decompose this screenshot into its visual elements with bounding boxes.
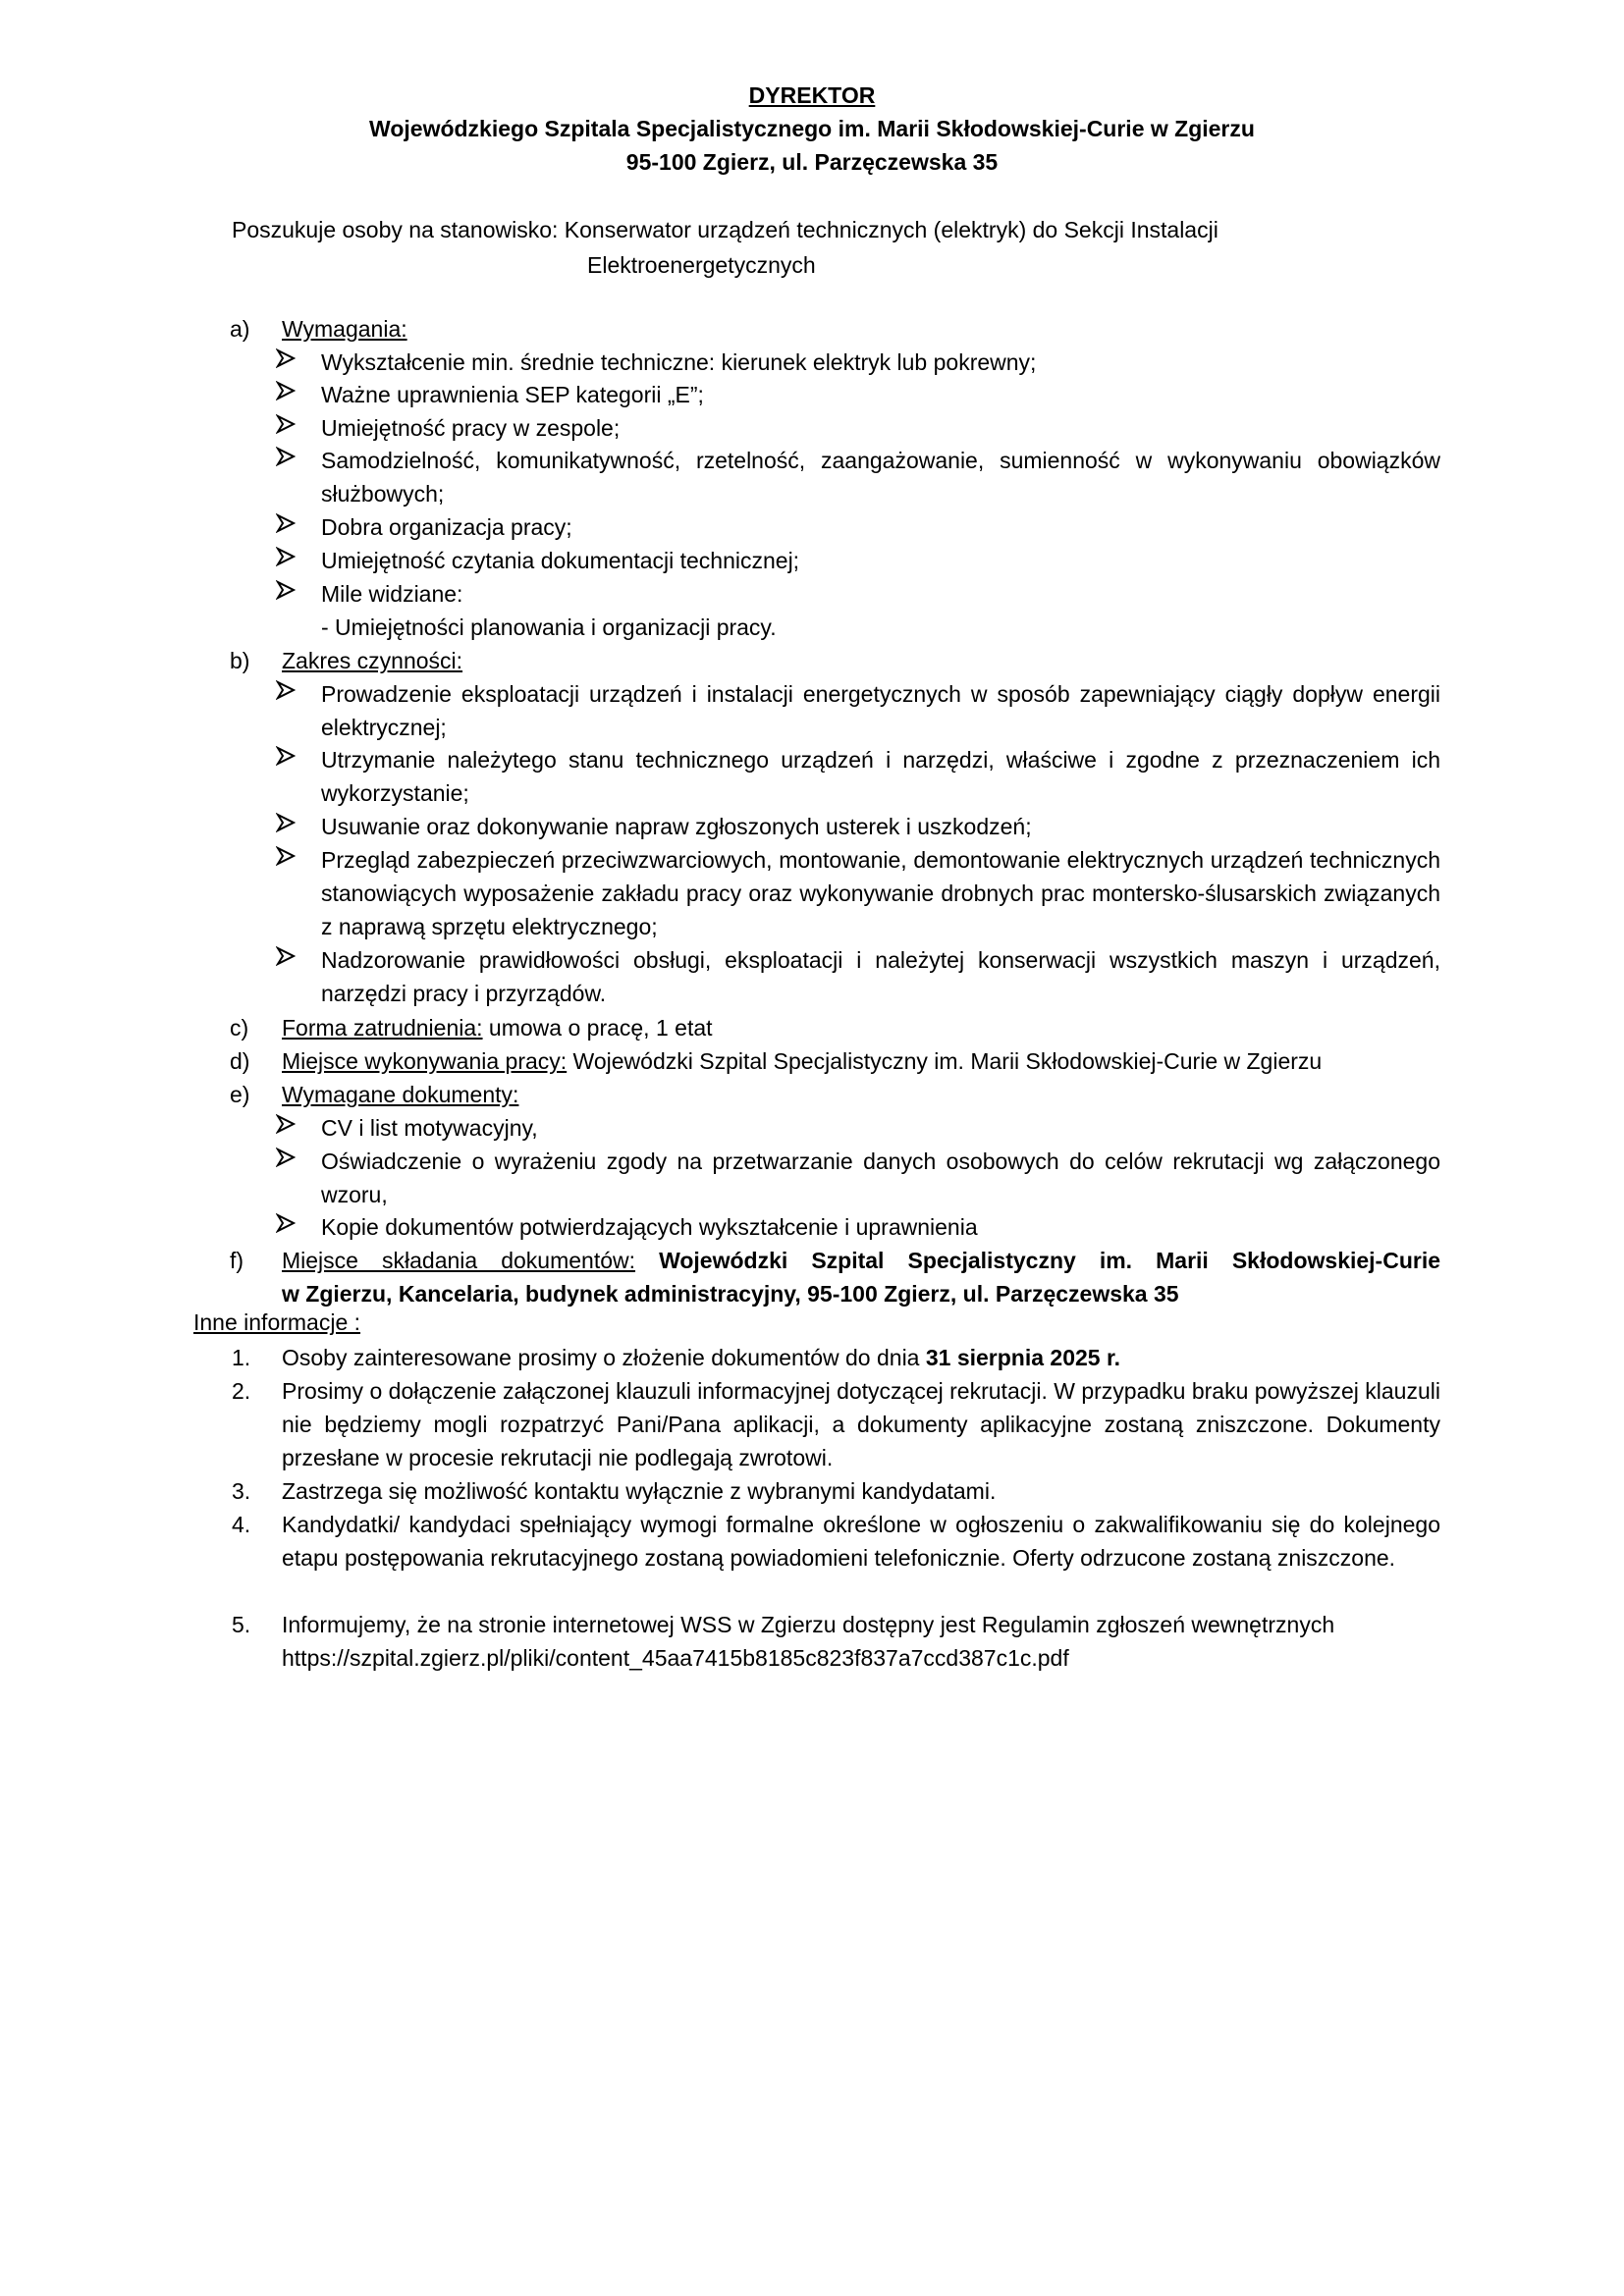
requirement-subitem: - Umiejętności planowania i organizacji pracy.: [321, 614, 777, 640]
section-c-title: Forma zatrudnienia:: [282, 1015, 483, 1041]
arrow-bullet-icon: [276, 1114, 296, 1134]
arrow-bullet-icon: [276, 547, 296, 566]
header-address: 95-100 Zgierz, ul. Parzęczewska 35: [625, 149, 999, 175]
section-d-text: Wojewódzki Szpital Specjalistyczny im. Marii Skłodowskiej-Curie w Zgierzu: [567, 1048, 1323, 1074]
duty-item: Utrzymanie należytego stanu technicznego urządzeń i narzędzi, właściwe i zgodne z przeznaczeniem ich wykorzystanie;: [321, 747, 1440, 806]
section-f-line-1: [282, 1244, 1440, 1277]
section-c-text: umowa o pracę, 1 etat: [482, 1015, 713, 1041]
section-b-letter: b): [230, 648, 250, 673]
requirement-item: Wykształcenie min. średnie techniczne: kierunek elektryk lub pokrewny;: [321, 349, 1037, 375]
arrow-bullet-icon: [276, 746, 296, 766]
section-d-title: Miejsce wykonywania pracy:: [282, 1048, 568, 1074]
requirement-item: Ważne uprawnienia SEP kategorii „E”;: [321, 382, 704, 407]
other-info-number: 1.: [232, 1345, 251, 1370]
section-f-title: Miejsce składania dokumentów:: [282, 1248, 636, 1273]
section-e-letter: e): [230, 1082, 250, 1107]
header-institution: Wojewódzkiego Szpitala Specjalistycznego im. Marii Skłodowskiej-Curie w Zgierzu: [369, 116, 1255, 141]
section-b-title: Zakres czynności:: [282, 648, 463, 673]
section-e-title: Wymagane dokumenty:: [282, 1082, 519, 1107]
arrow-bullet-icon: [276, 680, 296, 700]
section-d: [282, 1044, 1322, 1078]
arrow-bullet-icon: [276, 414, 296, 434]
arrow-bullet-icon: [276, 447, 296, 466]
other-info-item: Informujemy, że na stronie internetowej WSS w Zgierzu dostępny jest Regulamin zgłoszeń wewnętrznych https://szpital.zgierz.pl/pliki/content_45aa7415b8185c823f837a7ccd387c1c.pdf: [282, 1612, 1335, 1671]
other-info-number: 3.: [232, 1478, 251, 1504]
arrow-bullet-icon: [276, 846, 296, 866]
arrow-bullet-icon: [276, 1148, 296, 1167]
arrow-bullet-icon: [276, 348, 296, 368]
section-a-letter: a): [230, 316, 250, 342]
arrow-bullet-icon: [276, 513, 296, 533]
section-c: [282, 1011, 713, 1044]
intro-line-1: Poszukuje osoby na stanowisko: Konserwator urządzeń technicznych (elektryk) do Sekcji Instalacji: [232, 217, 1218, 242]
other-info-item: Kandydatki/ kandydaci spełniający wymogi formalne określone w ogłoszeniu o zakwalifikowaniu się do kolejnego etapu postępowania rekrutacyjnego zostaną powiadomieni telefonicznie. Oferty odrzucone zostaną zniszczone.: [282, 1512, 1440, 1571]
requirement-item: Dobra organizacja pracy;: [321, 514, 572, 540]
requirement-item: Samodzielność, komunikatywność, rzetelność, zaangażowanie, sumienność w wykonywaniu obowiązków służbowych;: [321, 448, 1440, 507]
duty-item: Prowadzenie eksploatacji urządzeń i instalacji energetycznych w sposób zapewniający ciągły dopływ energii elektrycznej;: [321, 681, 1440, 740]
section-d-letter: d): [230, 1048, 250, 1074]
requirement-item: Mile widziane:: [321, 581, 463, 607]
document-item: Kopie dokumentów potwierdzających wykształcenie i uprawnienia: [321, 1214, 978, 1240]
document-item: CV i list motywacyjny,: [321, 1115, 538, 1141]
section-f-letter: f): [230, 1248, 244, 1273]
arrow-bullet-icon: [276, 813, 296, 832]
section-c-letter: c): [230, 1015, 249, 1041]
arrow-bullet-icon: [276, 381, 296, 400]
duty-item: Usuwanie oraz dokonywanie napraw zgłoszonych usterek i uszkodzeń;: [321, 814, 1032, 839]
other-info-number: 5.: [232, 1612, 251, 1637]
requirement-item: Umiejętność pracy w zespole;: [321, 415, 621, 441]
deadline-date: 31 sierpnia 2025 r.: [925, 1345, 1121, 1370]
other-info-number: 2.: [232, 1378, 251, 1404]
other-info-item: Prosimy o dołączenie załączonej klauzuli informacyjnej dotyczącej rekrutacji. W przypadku braku powyższej klauzuli nie będziemy mogli rozpatrzyć Pani/Pana aplikacji, a dokumenty aplikacyjne zostaną zniszczone. Dokumenty przesłane w procesie rekrutacji nie podlegają zwrotowi.: [282, 1378, 1440, 1470]
other-info-title: Inne informacje :: [193, 1309, 361, 1335]
requirement-item: Umiejętność czytania dokumentacji technicznej;: [321, 548, 800, 573]
other-info-number: 4.: [232, 1512, 251, 1537]
arrow-bullet-icon: [276, 946, 296, 966]
duty-item: Przegląd zabezpieczeń przeciwzwarciowych, montowanie, demontowanie elektrycznych urządzeń technicznych stanowiących wyposażenie zakładu pracy oraz wykonywanie drobnych prac montersko-ślusarskich związanych z naprawą sprzętu elektrycznego;: [321, 847, 1440, 939]
section-f-text-2: w Zgierzu, Kancelaria, budynek administracyjny, 95-100 Zgierz, ul. Parzęczewska 35: [282, 1281, 1179, 1307]
document-item: Oświadczenie o wyrażeniu zgody na przetwarzanie danych osobowych do celów rekrutacji wg załączonego wzoru,: [321, 1148, 1440, 1207]
section-a-title: Wymagania:: [282, 316, 407, 342]
other-info-text: Osoby zainteresowane prosimy o złożenie dokumentów do dnia: [282, 1345, 926, 1370]
arrow-bullet-icon: [276, 1213, 296, 1233]
other-info-item: [282, 1341, 1440, 1374]
duty-item: Nadzorowanie prawidłowości obsługi, eksploatacji i należytej konserwacji wszystkich maszyn i urządzeń, narzędzi pracy i przyrządów.: [321, 947, 1440, 1006]
arrow-bullet-icon: [276, 580, 296, 600]
section-f-text-1: Wojewódzki Szpital Specjalistyczny im. Marii Skłodowskiej-Curie: [659, 1248, 1441, 1273]
other-info-item: Zastrzega się możliwość kontaktu wyłącznie z wybranymi kandydatami.: [282, 1478, 997, 1504]
intro-line-2: Elektroenergetycznych: [587, 252, 816, 278]
header-title: DYREKTOR: [748, 82, 876, 108]
